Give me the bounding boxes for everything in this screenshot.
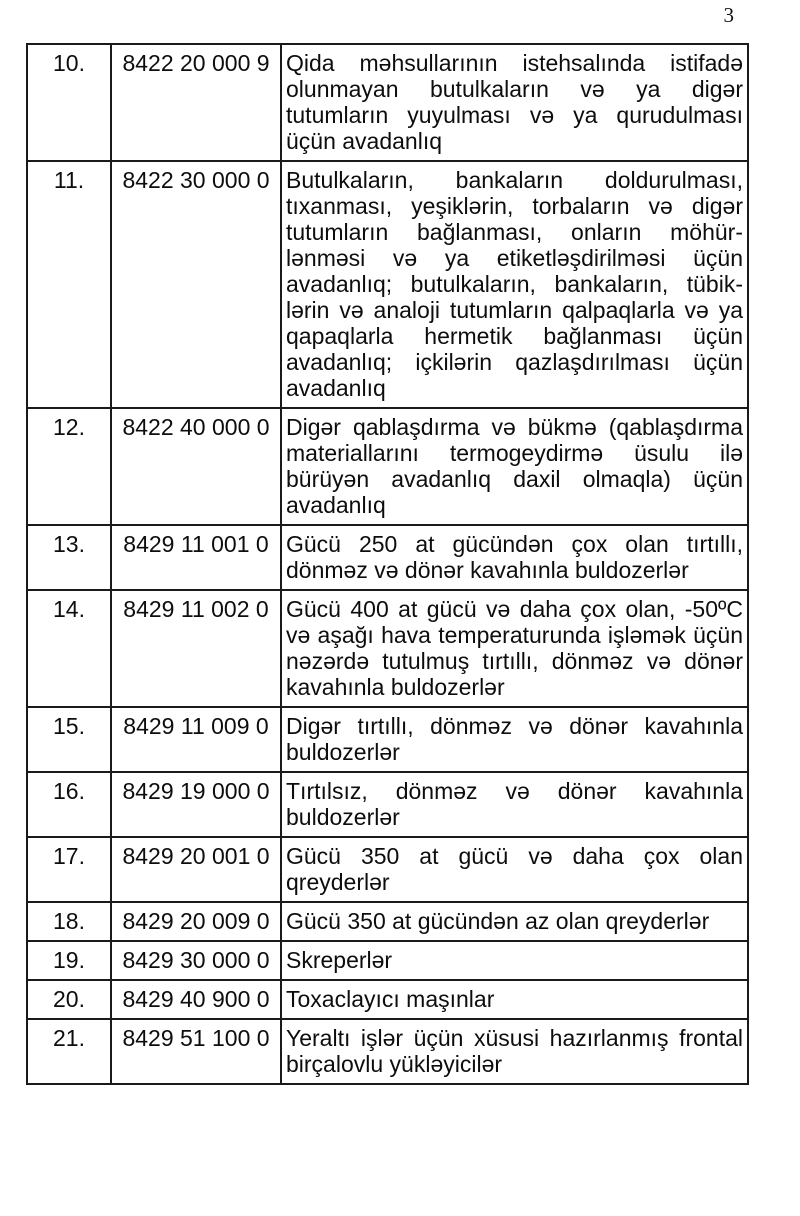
hs-code-cell: 8429 20 009 0 (111, 902, 281, 941)
description-cell: Yeraltı işlər üçün xüsusi hazırlanmış frontal birçalovlu yükləyicilər (281, 1019, 748, 1084)
table-row (27, 941, 748, 980)
table-row (27, 902, 748, 941)
hs-code-cell: 8429 40 900 0 (111, 980, 281, 1019)
table-row (27, 590, 748, 707)
description-cell: Digər tırtıllı, dönməz və dönər kavahınla buldozerlər (281, 707, 748, 772)
hs-code-cell: 8422 40 000 0 (111, 408, 281, 525)
table-row (27, 707, 748, 772)
row-number-cell: 11. (27, 161, 111, 408)
table-row (27, 525, 748, 590)
hs-code-cell: 8422 30 000 0 (111, 161, 281, 408)
hs-code-cell: 8429 11 009 0 (111, 707, 281, 772)
row-number-cell: 19. (27, 941, 111, 980)
table-row (27, 44, 748, 161)
description-cell: Gücü 350 at gücündən az olan qreyderlər (281, 902, 748, 941)
row-number-cell: 10. (27, 44, 111, 161)
table-row (27, 980, 748, 1019)
table-row (27, 408, 748, 525)
description-cell: Tırtılsız, dönməz və dönər kavahınla buldozerlər (281, 772, 748, 837)
hs-code-cell: 8429 51 100 0 (111, 1019, 281, 1084)
description-cell: Qida məhsullarının istehsalında istifadə olunmayan butulkaların və ya digər tutumların yuyulması və ya qurudulması üçün avadanlıq (281, 44, 748, 161)
table-row (27, 1019, 748, 1084)
row-number-cell: 20. (27, 980, 111, 1019)
description-cell: Toxaclayıcı maşınlar (281, 980, 748, 1019)
table-row (27, 837, 748, 902)
table-row (27, 772, 748, 837)
table-row (27, 161, 748, 408)
row-number-cell: 12. (27, 408, 111, 525)
row-number-cell: 13. (27, 525, 111, 590)
row-number-cell: 15. (27, 707, 111, 772)
row-number-cell: 17. (27, 837, 111, 902)
hs-code-cell: 8422 20 000 9 (111, 44, 281, 161)
description-cell: Gücü 400 at gücü və daha çox olan, -50ºC və aşağı hava temperaturunda işləmək üçün nəzərdə tutulmuş tırtıllı, dönməz və dönər kavahınla buldozerlər (281, 590, 748, 707)
hs-code-cell: 8429 11 001 0 (111, 525, 281, 590)
description-cell: Gücü 250 at gücündən çox olan tırtıllı, dönməz və dönər kavahınla buldozerlər (281, 525, 748, 590)
description-cell: Gücü 350 at gücü və daha çox olan qreyderlər (281, 837, 748, 902)
row-number-cell: 21. (27, 1019, 111, 1084)
hs-code-cell: 8429 30 000 0 (111, 941, 281, 980)
tariff-table (26, 43, 749, 1085)
hs-code-cell: 8429 19 000 0 (111, 772, 281, 837)
hs-code-cell: 8429 11 002 0 (111, 590, 281, 707)
row-number-cell: 16. (27, 772, 111, 837)
row-number-cell: 18. (27, 902, 111, 941)
description-cell: Digər qablaşdırma və bükmə (qablaşdırma materiallarını termogeydirmə üsulu ilə bürüyən avadanlıq daxil olmaqla) üçün avadanlıq (281, 408, 748, 525)
row-number-cell: 14. (27, 590, 111, 707)
description-cell: Skreperlər (281, 941, 748, 980)
description-cell: Butulkaların, bankaların doldurulması, tıxanması, yeşiklərin, torbaların və digər tutumların bağlanması, onların möhür-lənməsi və ya etiketləşdirilməsi üçün avadanlıq; butulkaların, bankaların, tübik-lərin və analoji tutumların qalpaqlarla və ya qapaqlarla hermetik bağlanması üçün avadanlıq; içkilərin qazlaşdırılması üçün avadanlıq (281, 161, 748, 408)
hs-code-cell: 8429 20 001 0 (111, 837, 281, 902)
page-number: 3 (723, 3, 734, 27)
